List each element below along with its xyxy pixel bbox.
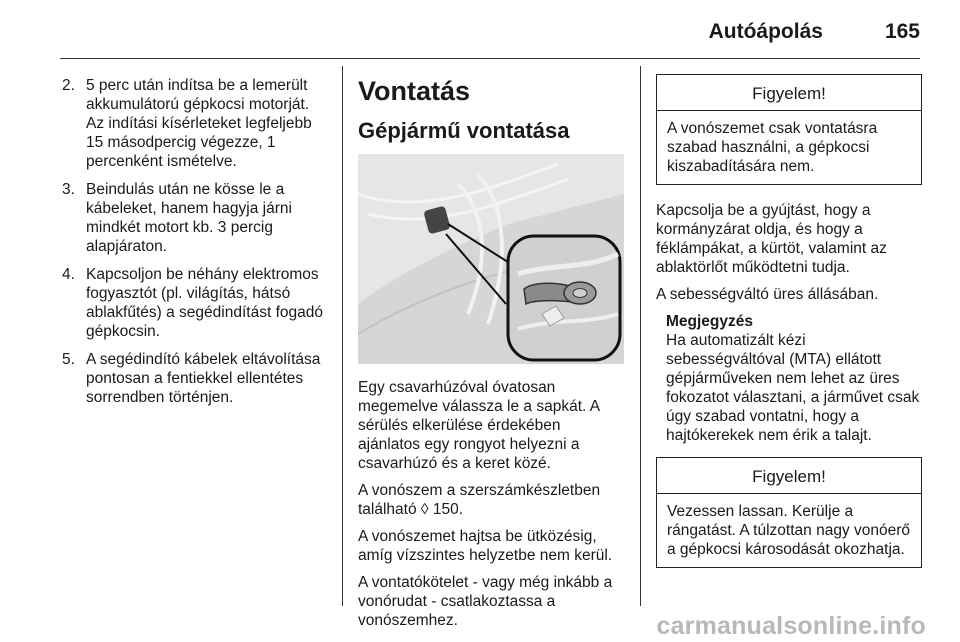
page-number: 165 <box>884 20 920 43</box>
section-title: Vontatás <box>358 76 471 106</box>
page-title: Autóápolás <box>708 20 823 43</box>
paragraph: A vonószemet hajtsa be ütközésig, amíg vízszintes helyzetbe nem kerül. <box>358 528 613 564</box>
step-number: 3. <box>62 181 75 198</box>
towing-eye-illustration <box>358 154 624 364</box>
step-number: 5. <box>62 351 75 368</box>
paragraph: A vontatókötelet - vagy még inkább a vonórudat - csatlakoztassa a vonószemhez. <box>358 574 613 629</box>
list-item <box>62 76 330 171</box>
warning-text: Vezessen lassan. Kerülje a rángatást. A túlzottan nagy vonóerő a gépkocsi károsodását okozhatja. <box>667 503 911 558</box>
step-number: 2. <box>62 77 75 94</box>
subsection-title: Gépjármű vontatása <box>358 118 570 143</box>
warning-text: A vonószemet csak vontatásra szabad használni, a gépkocsi kiszabadítására nem. <box>667 120 878 175</box>
note-text: Ha automatizált kézi sebességváltóval (MTA) ellátott gépjárműveken nem lehet az üres fokozatot választani, a járművet csak úgy szabad vontatni, hogy a hajtókerekek nem érik a talajt. <box>666 332 920 444</box>
header-rule <box>60 58 920 59</box>
list-item <box>62 350 330 407</box>
warning-title: Figyelem! <box>657 75 921 111</box>
note-title: Megjegyzés <box>666 313 754 330</box>
middle-column <box>358 76 624 638</box>
warning-box <box>656 457 922 568</box>
step-text: 5 perc után indítsa be a lemerült akkumulátorú gépkocsi motorját. Az indítási kísérleteket legfeljebb 15 másodpercig végezze, 1 percenként ismételve. <box>86 77 312 170</box>
warning-box <box>656 74 922 185</box>
step-text: Beindulás után ne kösse le a kábeleket, hanem hagyja járni mindkét motort kb. 3 percig alapjáraton. <box>86 181 292 255</box>
watermark: carmanualsonline.info <box>656 612 926 640</box>
steps-list <box>62 76 330 407</box>
step-text: A segédindító kábelek eltávolítása pontosan a fentiekkel ellentétes sorrendben történjen. <box>86 351 321 406</box>
step-text: Kapcsoljon be néhány elektromos fogyasztót (pl. világítás, hátsó ablakfűtés) a segédindítást fogadó gépkocsin. <box>86 266 323 340</box>
paragraph: A vonószem a szerszámkészletben található ◊ 150. <box>358 482 601 518</box>
list-item <box>62 180 330 256</box>
column-divider-2 <box>640 66 641 606</box>
paragraph: A sebességváltó üres állásában. <box>656 286 879 303</box>
paragraph: Egy csavarhúzóval óvatosan megemelve válassza le a sapkát. A sérülés elkerülése érdekében ajánlatos egy rongyot helyezni a csavarhúzó és a keret közé. <box>358 379 600 472</box>
step-number: 4. <box>62 266 75 283</box>
note-block <box>656 312 922 445</box>
paragraph: Kapcsolja be a gyújtást, hogy a kormányzárat oldja, és hogy a féklámpákat, a kürtöt, valamint az ablaktörlőt működtetni tudja. <box>656 202 887 276</box>
tow-eye-cover-icon <box>358 154 624 364</box>
right-column <box>656 74 922 584</box>
page-header <box>60 14 920 50</box>
warning-title: Figyelem! <box>657 458 921 494</box>
list-item <box>62 265 330 341</box>
column-divider-1 <box>342 66 343 606</box>
left-column <box>62 76 330 416</box>
